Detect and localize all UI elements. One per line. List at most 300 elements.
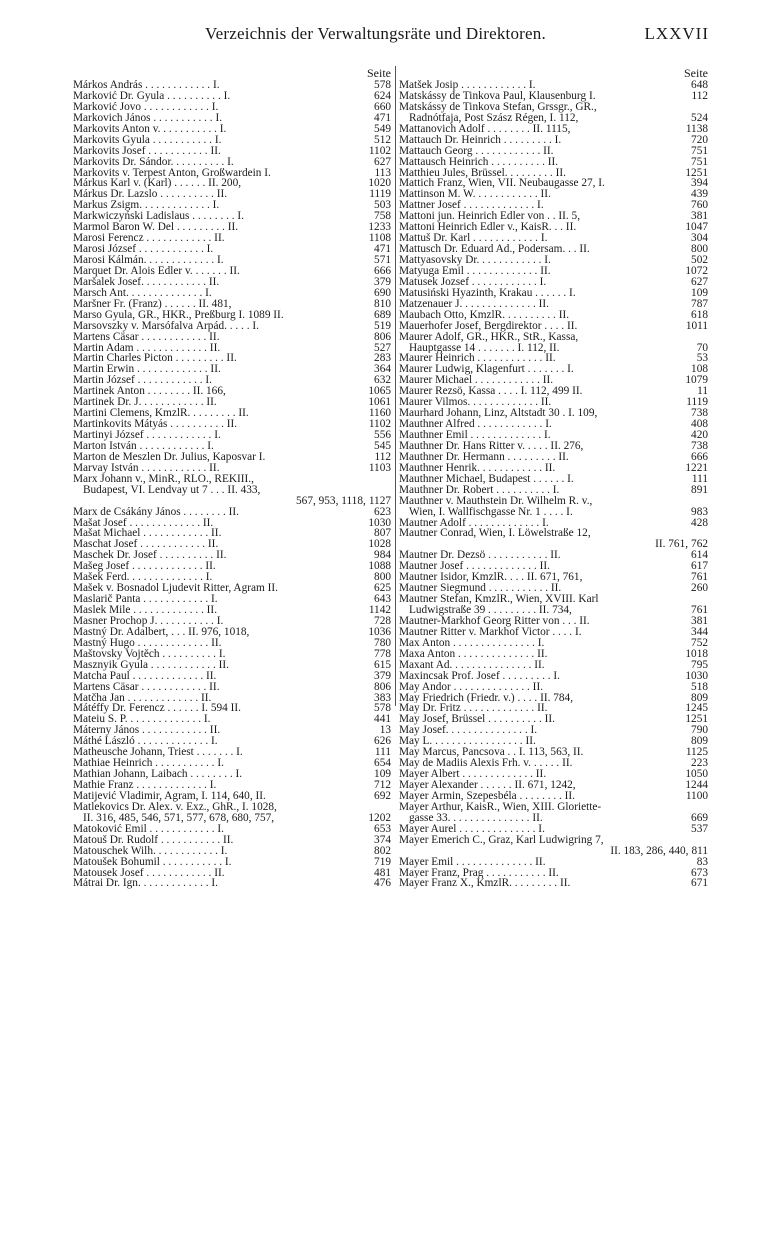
entry-text: Maschek Dr. Josef . . . . . . . . . . II. (73, 550, 227, 562)
index-entry (73, 343, 391, 354)
entry-text: II. 761, (655, 539, 689, 551)
entry-text: Maxa Anton . . . . . . . . . . . . . . II. (399, 648, 548, 660)
entry-text: Martens Cäsar . . . . . . . . . . . . II. (73, 331, 220, 343)
index-entry (399, 157, 708, 168)
index-entry (73, 310, 391, 321)
index-entry (73, 528, 391, 539)
entry-page: 648 (691, 80, 708, 91)
entry-page: 1036 (368, 626, 391, 638)
index-entry (73, 518, 391, 529)
index-entry (73, 583, 391, 594)
left-column (73, 66, 391, 889)
entry-text: Martin Erwin . . . . . . . . . . . . . II. (73, 364, 221, 376)
index-entry (399, 703, 708, 714)
entry-text: May Friedrich (Friedr. v.) . . . . II. 784, (399, 692, 574, 704)
index-entry (399, 671, 708, 682)
index-entry (73, 430, 391, 441)
entry-page: 1102 (368, 145, 391, 157)
entry-page: 519 (374, 320, 391, 332)
entry-text: Masner Prochop J. . . . . . . . . . . I. (73, 615, 224, 627)
index-entry (399, 102, 708, 113)
entry-text: Matcha Paul . . . . . . . . . . . . . II. (73, 670, 217, 682)
entry-page: 1251 (685, 714, 708, 726)
entry-page: 752 (691, 637, 708, 649)
index-entry (399, 91, 708, 102)
index-entry (399, 364, 708, 375)
index-entry (73, 233, 391, 244)
entry-text: Márkos András . . . . . . . . . . . . I. (73, 80, 220, 91)
entry-page: 112 (374, 451, 391, 463)
entry-page: 761 (691, 572, 708, 584)
index-entry (73, 550, 391, 561)
entry-page: 383 (374, 692, 391, 704)
entry-page: 1102 (368, 419, 391, 430)
entry-text: Matijević Vladimir, Agram, I. 114, 640, II. (73, 790, 266, 802)
entry-page: 1030 (368, 517, 391, 529)
entry-page: 11 (697, 386, 708, 398)
entry-text: Maurhard Johann, Linz, Altstadt 30 . I. 109, (399, 408, 598, 420)
entry-text: Mautner Adolf . . . . . . . . . . . . . I. (399, 517, 549, 529)
entry-page: 1119 (369, 189, 391, 201)
entry-page: 374 (374, 834, 391, 846)
index-entry (399, 485, 708, 496)
index-entry (399, 769, 708, 780)
entry-page: 1100 (685, 790, 708, 802)
entry-page: 527 (374, 342, 391, 354)
entry-page: 1251 (685, 167, 708, 179)
entry-page: 1088 (368, 561, 391, 573)
entry-page: 379 (374, 670, 391, 682)
entry-text: Maxincsak Prof. Josef . . . . . . . . . I. (399, 670, 560, 682)
entry-page: 70 (696, 342, 708, 354)
entry-text: Márkus Karl v. (Karl) . . . . . . II. 200, (73, 178, 242, 190)
index-entry (73, 408, 391, 419)
index-entry (399, 605, 708, 616)
index-entry (399, 430, 708, 441)
index-entry (399, 189, 708, 200)
entry-page: 780 (374, 637, 391, 649)
entry-text: Mathiae Heinrich . . . . . . . . . . . I. (73, 758, 224, 770)
entry-page: 654 (374, 758, 391, 770)
entry-page: 1160 (368, 408, 391, 420)
entry-page: 719 (374, 856, 391, 868)
entry-text: II. 316, 485, 546, 571, 577, 678, 680, 757, (83, 812, 275, 824)
entry-text: Mattuš Dr. Karl . . . . . . . . . . . . I. (399, 233, 548, 245)
entry-page: 439 (691, 189, 708, 201)
entry-page: 556 (374, 430, 391, 441)
entry-text: Mattich Franz, Wien, VII. Neubaugasse 27, I. (399, 178, 605, 190)
entry-text: Mautner-Markhof Georg Ritter von . . . II. (399, 615, 590, 627)
entry-text: Martinek Anton . . . . . . . . II. 166, (73, 386, 226, 398)
entry-text: Mayer Albert . . . . . . . . . . . . . II. (399, 769, 547, 780)
index-entry (399, 627, 708, 638)
right-column (399, 66, 708, 889)
entry-page: 223 (691, 758, 708, 770)
entry-text: Matouschek Wilh. . . . . . . . . . . . I. (73, 845, 228, 857)
entry-page: 381 (691, 211, 708, 223)
entry-text: Martinek Dr. J. . . . . . . . . . . . II. (73, 397, 217, 409)
entry-page: 420 (691, 430, 708, 441)
entry-text: Marx Johann v., MinR., RLO., REKIII., (73, 473, 254, 485)
entry-text: Máthé László . . . . . . . . . . . . . I. (73, 736, 218, 748)
entry-page: 632 (374, 375, 391, 387)
index-entry (73, 682, 391, 693)
entry-page: 666 (374, 265, 391, 277)
entry-text: Martin Adam . . . . . . . . . . . . . II. (73, 342, 221, 354)
entry-text: Matousek Josef . . . . . . . . . . . . II. (73, 867, 225, 879)
entry-page: 627 (691, 276, 708, 288)
entry-text: Markovits v. Terpest Anton, Großwardein I. (73, 167, 271, 179)
entry-page: 481 (374, 867, 391, 879)
entry-text: Mátéffy Dr. Ferencz . . . . . . I. 594 II. (73, 703, 241, 715)
index-entry (73, 868, 391, 879)
index-entry (399, 375, 708, 386)
index-entry (399, 222, 708, 233)
entry-text: Matthieu Jules, Brüssel. . . . . . . . . II. (399, 167, 566, 179)
index-entry (73, 791, 391, 802)
entry-text: Maslek Mile . . . . . . . . . . . . . II. (73, 605, 218, 616)
entry-page: 545 (374, 440, 391, 452)
entry-page: 1020 (368, 178, 391, 190)
entry-page: 643 (374, 594, 391, 605)
entry-page: 111 (691, 473, 708, 485)
entry-page: 1138 (685, 123, 708, 135)
entry-page: 720 (691, 134, 708, 146)
entry-page: 1245 (685, 703, 708, 715)
entry-text: Maurer Ludwig, Klagenfurt . . . . . . . I. (399, 364, 574, 376)
entry-page: 614 (691, 550, 708, 562)
index-entry (73, 616, 391, 627)
entry-text: Marton István . . . . . . . . . . . . I. (73, 440, 214, 452)
index-entry (399, 813, 708, 824)
index-entry (73, 113, 391, 124)
entry-page: 751 (691, 145, 708, 157)
index-entry (73, 91, 391, 102)
entry-text: Mašat Michael . . . . . . . . . . . . II. (73, 528, 222, 540)
entry-text: Mauthner Dr. Hans Ritter v. . . . . II. 276, (399, 440, 584, 452)
entry-page: 1103 (368, 462, 391, 474)
index-entry (399, 146, 708, 157)
entry-text: Mašek v. Bosnadol Ljudevit Ritter, Agram II. (73, 583, 278, 595)
index-entry (399, 539, 708, 550)
entry-page: 537 (691, 823, 708, 835)
entry-text: Mauthner Emil . . . . . . . . . . . . . I. (399, 430, 551, 441)
entry-page: 1221 (685, 462, 708, 474)
index-entry (399, 583, 708, 594)
index-entry (399, 80, 708, 91)
entry-text: Maslarič Panta . . . . . . . . . . . . I. (73, 594, 218, 605)
entry-page: 1030 (685, 670, 708, 682)
entry-text: Marosi Ferencz . . . . . . . . . . . . II. (73, 233, 225, 245)
index-entry (73, 168, 391, 179)
entry-text: Matyuga Emil . . . . . . . . . . . . . II. (399, 265, 551, 277)
index-entry (73, 813, 391, 824)
page-title: Verzeichnis der Verwaltungsräte und Direktoren. (205, 24, 546, 43)
entry-page: 1011 (685, 320, 708, 332)
right-entry-list (399, 80, 708, 889)
index-entry (399, 725, 708, 736)
index-entry (399, 310, 708, 321)
entry-page: 502 (691, 255, 708, 266)
index-entry (73, 474, 391, 485)
entry-page: 379 (374, 276, 391, 288)
index-entry (399, 736, 708, 747)
index-entry (399, 463, 708, 474)
entry-page: 1202 (368, 812, 391, 824)
entry-text: Maurer Adolf, GR., HKR., StR., Kassa, (399, 331, 579, 343)
entry-text: Mauthner Henrik. . . . . . . . . . . . II. (399, 462, 556, 474)
seite-label: Seite (684, 66, 708, 80)
entry-page: 364 (374, 364, 391, 376)
entry-page: 806 (374, 331, 391, 343)
entry-page: 13 (379, 725, 391, 737)
entry-page: 549 (374, 123, 391, 135)
index-entry (73, 802, 391, 813)
index-entry (399, 211, 708, 222)
index-entry (73, 758, 391, 769)
entry-text: Matlekovics Dr. Alex. v. Exz., GhR., I. 1028, (73, 801, 277, 813)
index-entry (73, 485, 391, 496)
index-entry (73, 266, 391, 277)
entry-page: 109 (691, 287, 708, 299)
index-entry (399, 178, 708, 189)
entry-text: Maršalek Josef. . . . . . . . . . . . II. (73, 276, 220, 288)
index-entry (73, 780, 391, 791)
entry-text: Marquet Dr. Alois Edler v. . . . . . . II. (73, 265, 240, 277)
entry-text: Mautner Siegmund . . . . . . . . . . . II. (399, 583, 562, 595)
entry-text: Mašek Ferd. . . . . . . . . . . . . . I. (73, 572, 213, 584)
entry-text: Markovits Anton v. . . . . . . . . . . I. (73, 123, 227, 135)
entry-text: Mattoni Heinrich Edler v., KaisR. . . II. (399, 222, 577, 234)
entry-text: Mayer Alexander . . . . . . II. 671, 1242, (399, 780, 576, 791)
entry-text: Markovits Josef . . . . . . . . . . . II. (73, 145, 221, 157)
index-entry (73, 189, 391, 200)
index-entry (399, 419, 708, 430)
index-entry (399, 386, 708, 397)
index-entry (399, 846, 708, 857)
entry-text: Mateiu S. P. . . . . . . . . . . . . . I. (73, 714, 211, 726)
entry-text: Mattyasovsky Dr. . . . . . . . . . . . I. (399, 255, 551, 266)
entry-text: Markovits Dr. Sándor. . . . . . . . . . I. (73, 156, 234, 168)
entry-text: May Josef, Brüssel . . . . . . . . . . II. (399, 714, 555, 726)
entry-text: Mayer Franz, Prag . . . . . . . . . . . II. (399, 867, 559, 879)
index-entry (73, 364, 391, 375)
entry-page: 984 (374, 550, 391, 562)
index-entry (399, 135, 708, 146)
entry-page: 109 (374, 769, 391, 780)
index-entry (399, 408, 708, 419)
entry-page: 1079 (685, 375, 708, 387)
entry-text: Matzenauer J. . . . . . . . . . . . . . II. (399, 298, 549, 310)
index-entry (73, 649, 391, 660)
entry-text: Radnótfaja, Post Szász Régen, I. 112, (409, 112, 579, 124)
entry-page: 669 (691, 812, 708, 824)
entry-text: Mattusch Dr. Eduard Ad., Podersam. . . II. (399, 244, 590, 255)
entry-page: 1125 (685, 747, 708, 759)
entry-page: 113 (374, 167, 391, 179)
entry-page: 626 (374, 736, 391, 748)
index-entry (73, 124, 391, 135)
index-entry (73, 299, 391, 310)
entry-page: 441 (374, 714, 391, 726)
entry-text: Maurer Vilmos. . . . . . . . . . . . . II. (399, 397, 552, 409)
index-entry (73, 572, 391, 583)
index-entry (399, 474, 708, 485)
index-entry (73, 222, 391, 233)
entry-page: 1018 (685, 648, 708, 660)
index-entry (73, 102, 391, 113)
entry-text: Mathian Johann, Laibach . . . . . . . . I. (73, 769, 243, 780)
entry-text: Maurer Rezsö, Kassa . . . . I. 112, 499 II. (399, 386, 583, 398)
index-entry (73, 386, 391, 397)
entry-text: Mátrai Dr. Ign. . . . . . . . . . . . . I. (73, 878, 218, 890)
entry-page: 260 (691, 583, 708, 595)
entry-text: Martinyi József . . . . . . . . . . . . I. (73, 430, 221, 441)
entry-page: 503 (374, 200, 391, 212)
entry-text: May L. . . . . . . . . . . . . . . . . II. (399, 736, 536, 748)
entry-page: 689 (374, 309, 391, 321)
entry-text: Martin József . . . . . . . . . . . . I. (73, 375, 212, 387)
entry-page: 891 (691, 484, 708, 496)
entry-text: Hauptgasse 14 . . . . . . . I. 112, II. (409, 342, 560, 354)
index-entry (73, 452, 391, 463)
entry-text: Mathie Franz . . . . . . . . . . . . . I. (73, 780, 217, 791)
index-entry (399, 299, 708, 310)
entry-text: Marsovszky v. Marsófalva Árpád. . . . . I. (73, 320, 259, 332)
entry-text: Marosi Kálmán. . . . . . . . . . . . . I. (73, 255, 224, 266)
index-entry (73, 211, 391, 222)
index-entry (399, 200, 708, 211)
entry-page: 53 (696, 353, 708, 365)
entry-text: Max Anton . . . . . . . . . . . . . . . I. (399, 637, 545, 649)
entry-page: 578 (374, 80, 391, 91)
index-entry (399, 616, 708, 627)
entry-page: 738 (691, 408, 708, 420)
entry-page: 476 (374, 878, 391, 890)
entry-page: 1244 (685, 780, 708, 791)
entry-text: Budapest, VI. Lendvay ut 7 . . . II. 433, (83, 484, 261, 496)
index-entry (399, 113, 708, 124)
entry-text: Mastný Hugo . . . . . . . . . . . . . II. (73, 637, 222, 649)
entry-text: Martini Clemens, KmzlR. . . . . . . . . II. (73, 408, 249, 420)
index-entry (73, 736, 391, 747)
index-entry (399, 780, 708, 791)
index-entry (73, 332, 391, 343)
index-entry (73, 846, 391, 857)
entry-page: 983 (691, 506, 708, 518)
entry-page: 761 (691, 605, 708, 616)
entry-text: Mautner Josef . . . . . . . . . . . . . II. (399, 561, 550, 573)
index-entry (399, 594, 708, 605)
left-entry-list (73, 80, 391, 889)
entry-text: Mauthner Alfred . . . . . . . . . . . . I. (399, 419, 552, 430)
entry-text: Mautner Conrad, Wien, I. Löwelstraße 12, (399, 528, 591, 540)
index-entry (399, 835, 708, 846)
index-entry (73, 200, 391, 211)
entry-page: 618 (691, 309, 708, 321)
index-entry (399, 528, 708, 539)
entry-text: Mastný Dr. Adalbert, . . . II. 976, 1018, (73, 626, 250, 638)
entry-page: 809 (691, 692, 708, 704)
entry-text: Mayer Emil . . . . . . . . . . . . . . II. (399, 856, 546, 868)
index-entry (73, 824, 391, 835)
index-entry (73, 660, 391, 671)
seite-label: Seite (367, 66, 391, 80)
entry-text: Mattner Josef . . . . . . . . . . . . . I. (399, 200, 544, 212)
index-entry (73, 157, 391, 168)
index-entry (399, 638, 708, 649)
entry-text: Martin Charles Picton . . . . . . . . . II. (73, 353, 237, 365)
entry-page: 344 (691, 626, 708, 638)
entry-text: gasse 33. . . . . . . . . . . . . . . II. (409, 812, 543, 824)
entry-page: 806 (374, 681, 391, 693)
index-entry (73, 277, 391, 288)
entry-text: Marso Gyula, GR., HKR., Preßburg I. 1089 II. (73, 309, 284, 321)
index-entry (73, 507, 391, 518)
entry-text: May Josef. . . . . . . . . . . . . . . I. (399, 725, 538, 737)
entry-text: Marosi József . . . . . . . . . . . . I. (73, 244, 214, 255)
entry-page: 690 (374, 287, 391, 299)
index-entry (399, 758, 708, 769)
entry-text: Mauthner Dr. Hermann . . . . . . . . . II. (399, 451, 569, 463)
index-entry (73, 835, 391, 846)
index-entry (73, 135, 391, 146)
index-entry (399, 572, 708, 583)
entry-page: 394 (691, 178, 708, 190)
index-entry (73, 671, 391, 682)
entry-text: Mautner Dr. Dezsö . . . . . . . . . . . II. (399, 550, 561, 562)
entry-text: Marton de Meszlen Dr. Julius, Kaposvar I. (73, 451, 266, 463)
index-entry (73, 703, 391, 714)
entry-page: 660 (374, 101, 391, 113)
entry-page: 1065 (368, 386, 391, 398)
entry-page: 809 (691, 736, 708, 748)
index-entry (73, 878, 391, 889)
entry-text: Marković Jovo . . . . . . . . . . . . I. (73, 101, 219, 113)
index-entry (73, 255, 391, 266)
index-entry (73, 496, 391, 507)
entry-text: Márkus Dr. Lazslo . . . . . . . . . . II. (73, 189, 228, 201)
index-entry (399, 233, 708, 244)
entry-page: 112 (691, 90, 708, 102)
page-header (0, 18, 781, 44)
index-entry (399, 452, 708, 463)
entry-page: 800 (691, 244, 708, 255)
entry-text: Mautner Stefan, KmzlR., Wien, XVIII. Karl (399, 594, 599, 605)
index-entry (399, 660, 708, 671)
entry-text: Masznyik Gyula . . . . . . . . . . . . II. (73, 659, 229, 671)
entry-text: Maubach Otto, KmzlR. . . . . . . . . . II. (399, 309, 570, 321)
index-entry (73, 539, 391, 550)
entry-page: 751 (691, 156, 708, 168)
entry-page: 1072 (685, 265, 708, 277)
index-entry (399, 747, 708, 758)
entry-text: Matšek Josip . . . . . . . . . . . . I. (399, 80, 536, 91)
entry-text: Matskássy de Tinkova Paul, Klausenburg I. (399, 90, 596, 102)
entry-text: Mautner Ritter v. Markhof Victor . . . . I. (399, 626, 582, 638)
entry-page: 760 (691, 200, 708, 212)
entry-page: 1233 (368, 222, 391, 234)
entry-page: 1047 (685, 222, 708, 234)
entry-page: 692 (374, 790, 391, 802)
entry-text: Mautner Isidor, KmzlR. . . . II. 671, 761, (399, 572, 583, 584)
index-entry (73, 714, 391, 725)
entry-text: Mayer Arthur, KaisR., Wien, XIII. Gloriette- (399, 801, 602, 813)
entry-text: Mattauch Georg . . . . . . . . . . . . II. (399, 145, 554, 157)
entry-text: Maurer Heinrich . . . . . . . . . . . . II. (399, 353, 556, 365)
index-entry (73, 375, 391, 386)
page-number: LXXVII (644, 24, 709, 43)
